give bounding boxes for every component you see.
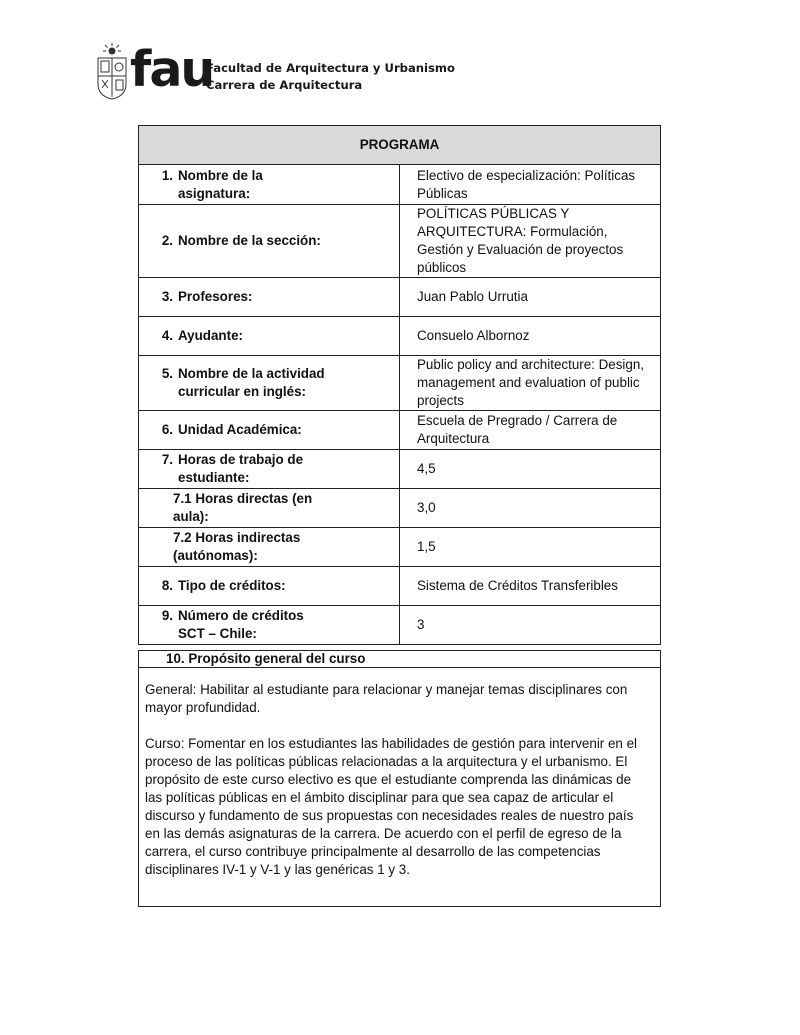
row-label: Horas de trabajo de estudiante: xyxy=(178,452,304,485)
row-value: Sistema de Créditos Transferibles xyxy=(400,567,661,606)
row-number: 6. xyxy=(161,422,173,437)
row-label: Nombre de la actividad curricular en inglés: xyxy=(178,366,325,399)
row-label: Número de créditos SCT – Chile: xyxy=(178,608,304,641)
row-number: 4. xyxy=(161,328,173,343)
proposito-curso: Curso: Fomentar en los estudiantes las habilidades de gestión para intervenir en el proceso de las políticas públicas relacionadas a la arquitectura y el urbanismo. El propósito de este curso electivo es que el estudiante comprenda las dinámicas de las políticas públicas en el ámbito disciplinar para que sea capaz de articular el discurso y fundamento de sus propuestas con necesidades reales de nuestro país en las demás asignaturas de la carrera. De acuerdo con el perfil de egreso de la carrera, el curso contribuye principalmente al desarrollo de las competencias disciplinares IV-1 y V-1 y las genéricas 1 y 3. xyxy=(145,736,638,877)
table-row xyxy=(139,165,661,205)
row-number: 1. xyxy=(161,167,173,183)
row-number: 3. xyxy=(161,289,173,304)
row-label: Unidad Académica: xyxy=(178,422,302,437)
row-value: Public policy and architecture: Design, management and evaluation of public projects xyxy=(400,356,661,411)
proposito-title: 10. Propósito general del curso xyxy=(139,651,661,668)
row-label: Nombre de la asignatura: xyxy=(178,167,263,201)
row-value: Escuela de Pregrado / Carrera de Arquitectura xyxy=(400,411,661,450)
row-value: 4,5 xyxy=(400,450,661,489)
document-header xyxy=(96,42,496,102)
row-label: Profesores: xyxy=(178,289,253,304)
table-row xyxy=(139,567,661,606)
row-label: Nombre de la sección: xyxy=(178,233,321,248)
fau-logo: fau xyxy=(130,41,214,98)
table-row xyxy=(139,205,661,278)
table-row xyxy=(139,278,661,317)
table-row xyxy=(139,356,661,411)
table-row xyxy=(139,528,661,567)
row-number: 9. xyxy=(161,608,173,623)
row-value: Juan Pablo Urrutia xyxy=(400,278,661,317)
faculty-name: Facultad de Arquitectura y Urbanismo xyxy=(206,61,455,75)
row-value: 3,0 xyxy=(400,489,661,528)
row-value: POLÍTICAS PÚBLICAS Y ARQUITECTURA: Formulación, Gestión y Evaluación de proyectos públicos xyxy=(400,205,661,278)
row-value: 3 xyxy=(400,606,661,645)
row-number: 5. xyxy=(161,366,173,381)
table-row xyxy=(139,489,661,528)
row-label: 7.1 Horas directas (en aula): xyxy=(173,491,313,524)
proposito-table xyxy=(138,650,661,907)
row-label: Tipo de créditos: xyxy=(178,578,286,593)
row-value: Electivo de especialización: Políticas Públicas xyxy=(400,165,661,205)
table-row xyxy=(139,606,661,645)
row-value: Consuelo Albornoz xyxy=(400,317,661,356)
proposito-general: General: Habilitar al estudiante para relacionar y manejar temas disciplinares con mayor profundidad. xyxy=(145,682,628,715)
proposito-body xyxy=(139,668,661,907)
programa-title: PROGRAMA xyxy=(139,126,661,165)
programa-table xyxy=(138,125,661,645)
career-name: Carrera de Arquitectura xyxy=(206,78,363,92)
row-label: Ayudante: xyxy=(178,328,243,343)
table-row xyxy=(139,317,661,356)
university-crest-icon xyxy=(96,42,128,100)
row-value: 1,5 xyxy=(400,528,661,567)
row-number: 8. xyxy=(161,578,173,593)
table-row xyxy=(139,411,661,450)
row-label: 7.2 Horas indirectas (autónomas): xyxy=(173,530,301,563)
table-row xyxy=(139,450,661,489)
row-number: 2. xyxy=(161,233,173,248)
row-number: 7. xyxy=(161,452,173,467)
